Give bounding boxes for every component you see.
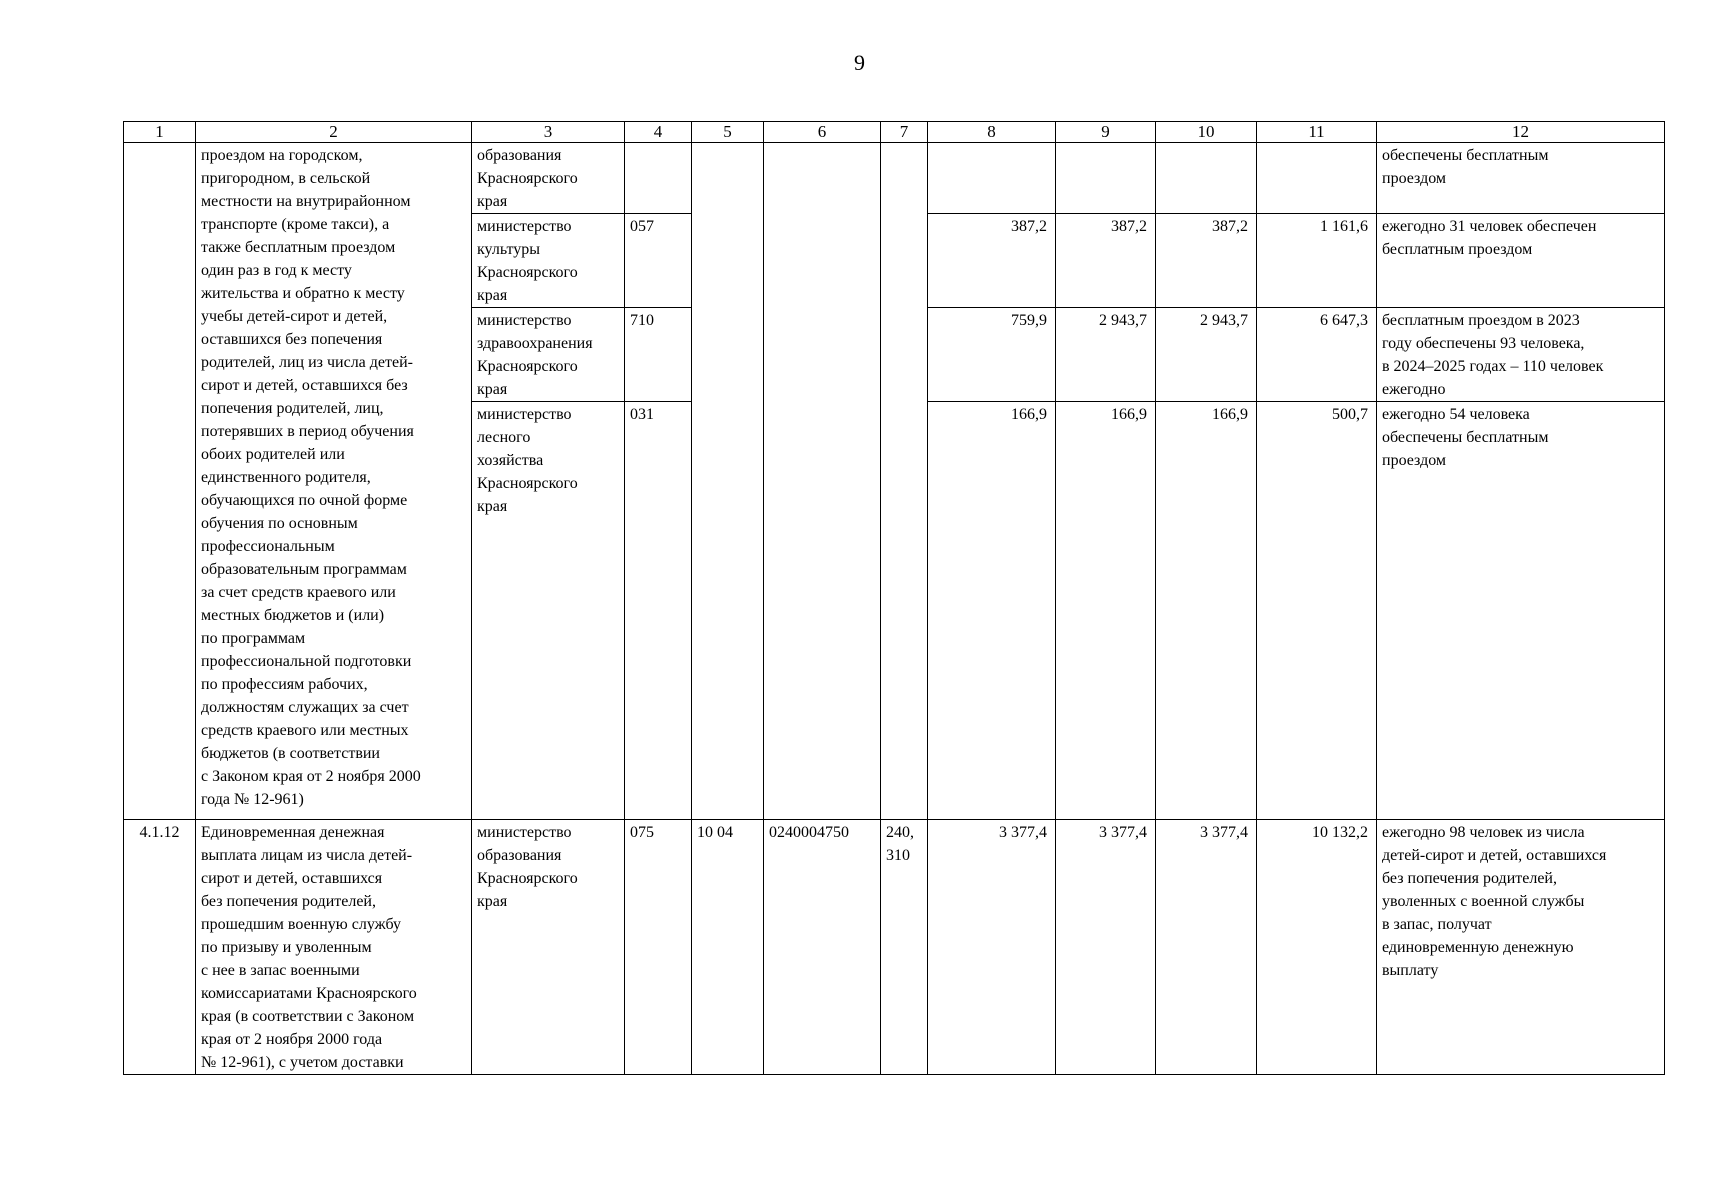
value-total: 6 647,3 (1257, 308, 1377, 402)
result-cell: ежегодно 54 человека обеспечены бесплатным проездом (1377, 402, 1665, 820)
column-header: 4 (625, 122, 692, 143)
table-row (124, 143, 1665, 214)
value-2023: 166,9 (928, 402, 1056, 820)
value-2024: 166,9 (1056, 402, 1156, 820)
column-header: 12 (1377, 122, 1665, 143)
agency-cell: министерство лесного хозяйства Красноярского края (472, 402, 625, 820)
agency-cell: министерство культуры Красноярского края (472, 214, 625, 308)
column-header: 11 (1257, 122, 1377, 143)
value-2025 (1156, 143, 1257, 214)
value-total: 10 132,2 (1257, 820, 1377, 1075)
value-total: 1 161,6 (1257, 214, 1377, 308)
table-row (124, 820, 1665, 1075)
expense-type-cell: 240, 310 (881, 820, 928, 1075)
value-2023 (928, 143, 1056, 214)
value-2024 (1056, 143, 1156, 214)
value-2023: 387,2 (928, 214, 1056, 308)
agency-cell: образования Красноярского края (472, 143, 625, 214)
section-code-cell (692, 143, 764, 820)
column-header: 8 (928, 122, 1056, 143)
measure-description: Единовременная денежная выплата лицам из числа детей- сирот и детей, оставшихся без попечения родителей, прошедшим военную службу по призыву и уволенным с нее в запас военными комиссариатами Красноярского края (в соответствии с Законом края от 2 ноября 2000 года № 12-961), с учетом доставки (196, 820, 472, 1075)
code-cell: 057 (625, 214, 692, 308)
column-header: 6 (764, 122, 881, 143)
header-row (124, 122, 1665, 143)
page-number: 9 (854, 50, 865, 75)
row-number-cell (124, 143, 196, 820)
value-2024: 3 377,4 (1056, 820, 1156, 1075)
column-header: 3 (472, 122, 625, 143)
expense-type-cell (881, 143, 928, 820)
column-header: 10 (1156, 122, 1257, 143)
value-total (1257, 143, 1377, 214)
value-2025: 3 377,4 (1156, 820, 1257, 1075)
code-cell: 710 (625, 308, 692, 402)
column-header: 7 (881, 122, 928, 143)
code-cell (625, 143, 692, 214)
row-number-cell: 4.1.12 (124, 820, 196, 1075)
target-code-cell: 0240004750 (764, 820, 881, 1075)
value-2025: 2 943,7 (1156, 308, 1257, 402)
agency-cell: министерство образования Красноярского края (472, 820, 625, 1075)
column-header: 1 (124, 122, 196, 143)
column-header: 9 (1056, 122, 1156, 143)
measure-description: проездом на городском, пригородном, в сельской местности на внутрирайонном транспорте (кроме такси), а также бесплатным проездом один раз в год к месту жительства и обратно к месту учебы детей-сирот и детей, оставшихся без попечения родителей, лиц из числа детей- сирот и детей, оставшихся без попечения родителей, лиц, потерявших в период обучения обоих родителей или единственного родителя, обучающихся по очной форме обучения по основным профессиональным образовательным программам за счет средств краевого или местных бюджетов и (или) по программам профессиональной подготовки по профессиям рабочих, должностям служащих за счет средств краевого или местных бюджетов (в соответствии с Законом края от 2 ноября 2000 года № 12-961) (196, 143, 472, 820)
value-2025: 387,2 (1156, 214, 1257, 308)
budget-table (123, 121, 1665, 1075)
result-cell: бесплатным проездом в 2023 году обеспечены 93 человека, в 2024–2025 годах – 110 человек ежегодно (1377, 308, 1665, 402)
column-header: 5 (692, 122, 764, 143)
code-cell: 075 (625, 820, 692, 1075)
target-code-cell (764, 143, 881, 820)
column-header: 2 (196, 122, 472, 143)
value-2023: 3 377,4 (928, 820, 1056, 1075)
value-2024: 387,2 (1056, 214, 1156, 308)
value-2023: 759,9 (928, 308, 1056, 402)
value-2025: 166,9 (1156, 402, 1257, 820)
result-cell: обеспечены бесплатным проездом (1377, 143, 1665, 214)
section-code-cell: 10 04 (692, 820, 764, 1075)
result-cell: ежегодно 98 человек из числа детей-сирот и детей, оставшихся без попечения родителей, уволенных с военной службы в запас, получат единовременную денежную выплату (1377, 820, 1665, 1075)
value-total: 500,7 (1257, 402, 1377, 820)
code-cell: 031 (625, 402, 692, 820)
result-cell: ежегодно 31 человек обеспечен бесплатным проездом (1377, 214, 1665, 308)
agency-cell: министерство здравоохранения Красноярского края (472, 308, 625, 402)
value-2024: 2 943,7 (1056, 308, 1156, 402)
